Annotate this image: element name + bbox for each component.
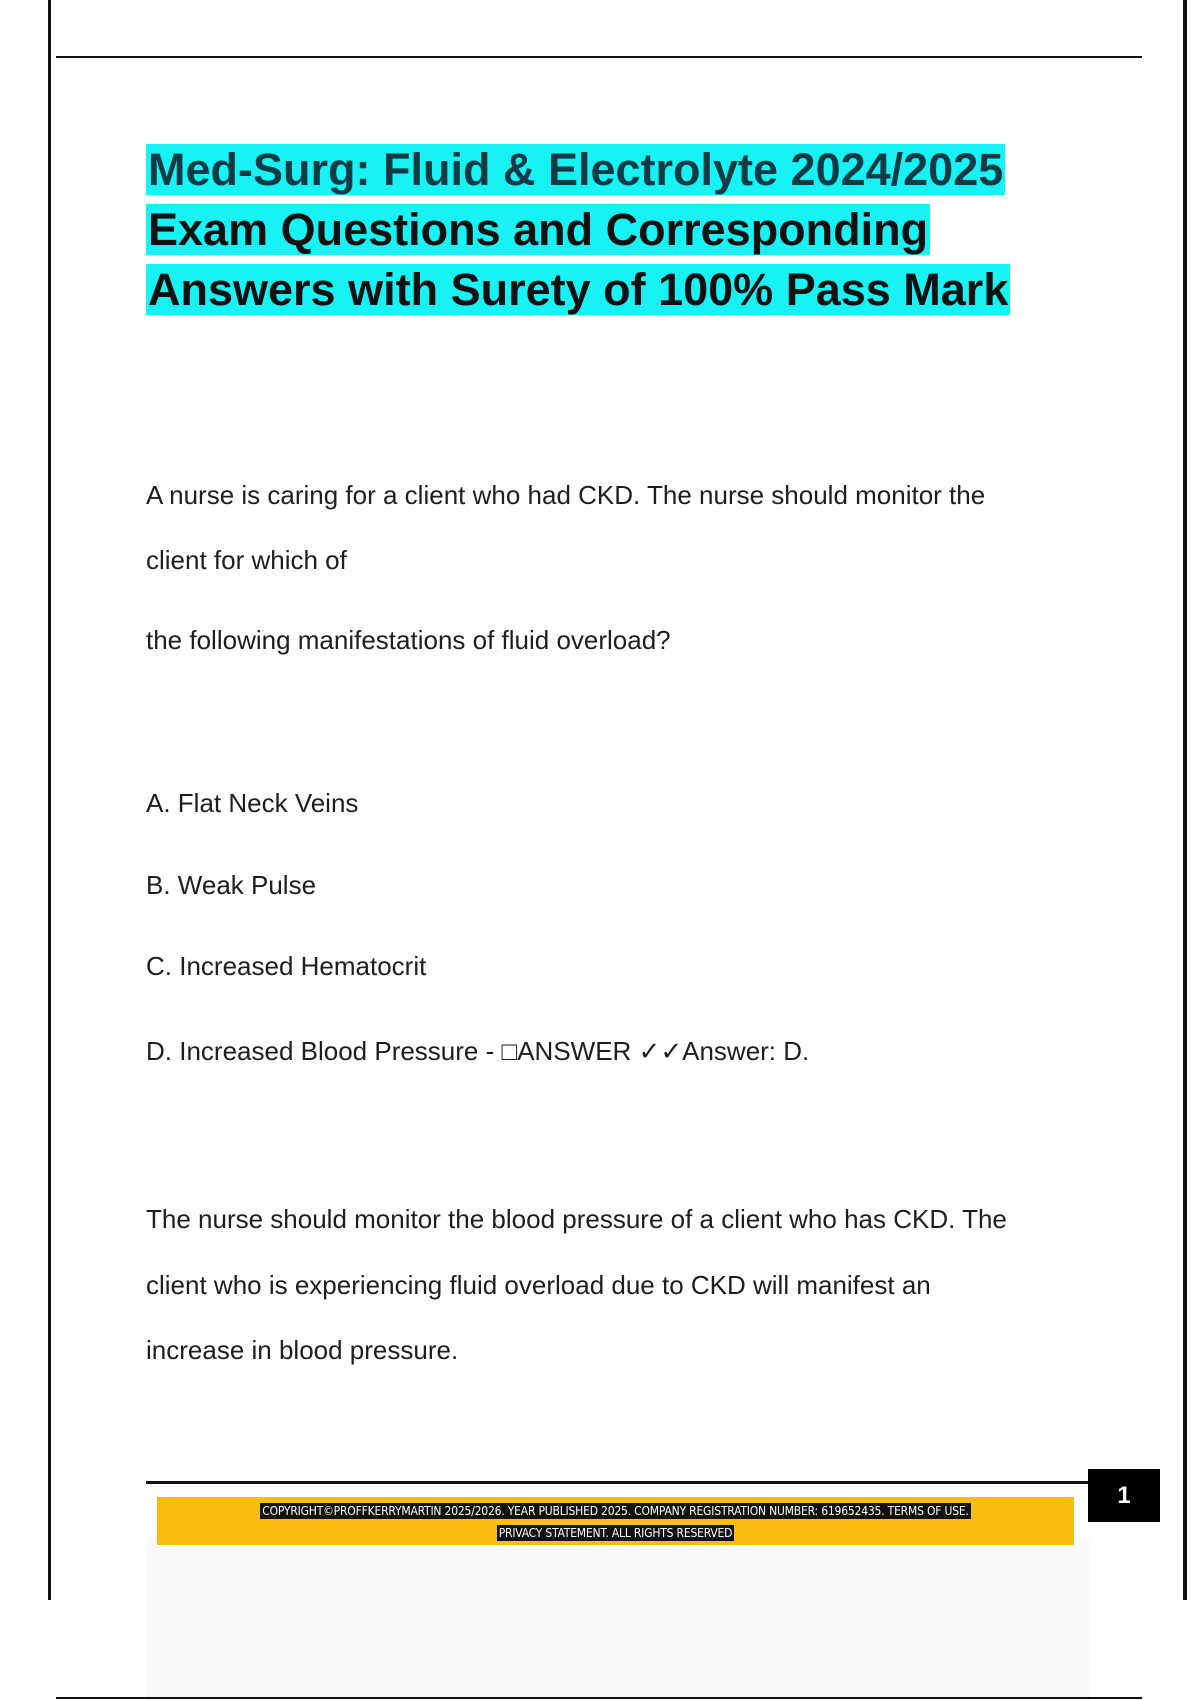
copyright-notice	[167, 1500, 1064, 1544]
next-page-rule	[56, 1697, 1142, 1699]
document-title	[146, 140, 1106, 320]
title-line-1: Med-Surg: Fluid & Electrolyte 2024/2025	[148, 144, 1004, 195]
option-b: B. Weak Pulse	[146, 870, 317, 900]
rationale-line-1: The nurse should monitor the blood pressure of a client who has CKD. The	[146, 1204, 1007, 1234]
title-line-2: Exam Questions and Corresponding	[148, 204, 929, 255]
question-line-1: A nurse is caring for a client who had CKD. The nurse should monitor the	[146, 480, 986, 510]
copyright-line-1: COPYRIGHT©PROFFKERRYMARTIN 2025/2026. YEAR PUBLISHED 2025. COMPANY REGISTRATION NUMBER: 619652435. TERMS OF USE.	[262, 1504, 969, 1518]
right-border	[1183, 0, 1187, 1600]
header-rule	[56, 56, 1142, 58]
option-a: A. Flat Neck Veins	[146, 788, 359, 818]
copyright-line-2: PRIVACY STATEMENT. ALL RIGHTS RESERVED	[498, 1526, 733, 1540]
rationale-line-2: client who is experiencing fluid overload due to CKD will manifest an	[146, 1270, 931, 1300]
background-panel	[146, 1540, 1090, 1700]
option-d-answer: D. Increased Blood Pressure - □ANSWER ✓✓Answer: D.	[146, 1036, 810, 1066]
left-border	[48, 0, 51, 1600]
question-line-2: client for which of	[146, 545, 347, 575]
rationale-line-3: increase in blood pressure.	[146, 1335, 459, 1365]
question-line-3: the following manifestations of fluid overload?	[146, 625, 671, 655]
title-line-3: Answers with Surety of 100% Pass Mark	[148, 264, 1009, 315]
footer-rule	[146, 1481, 1092, 1484]
page-number: 1	[1088, 1469, 1160, 1522]
option-c: C. Increased Hematocrit	[146, 951, 427, 981]
